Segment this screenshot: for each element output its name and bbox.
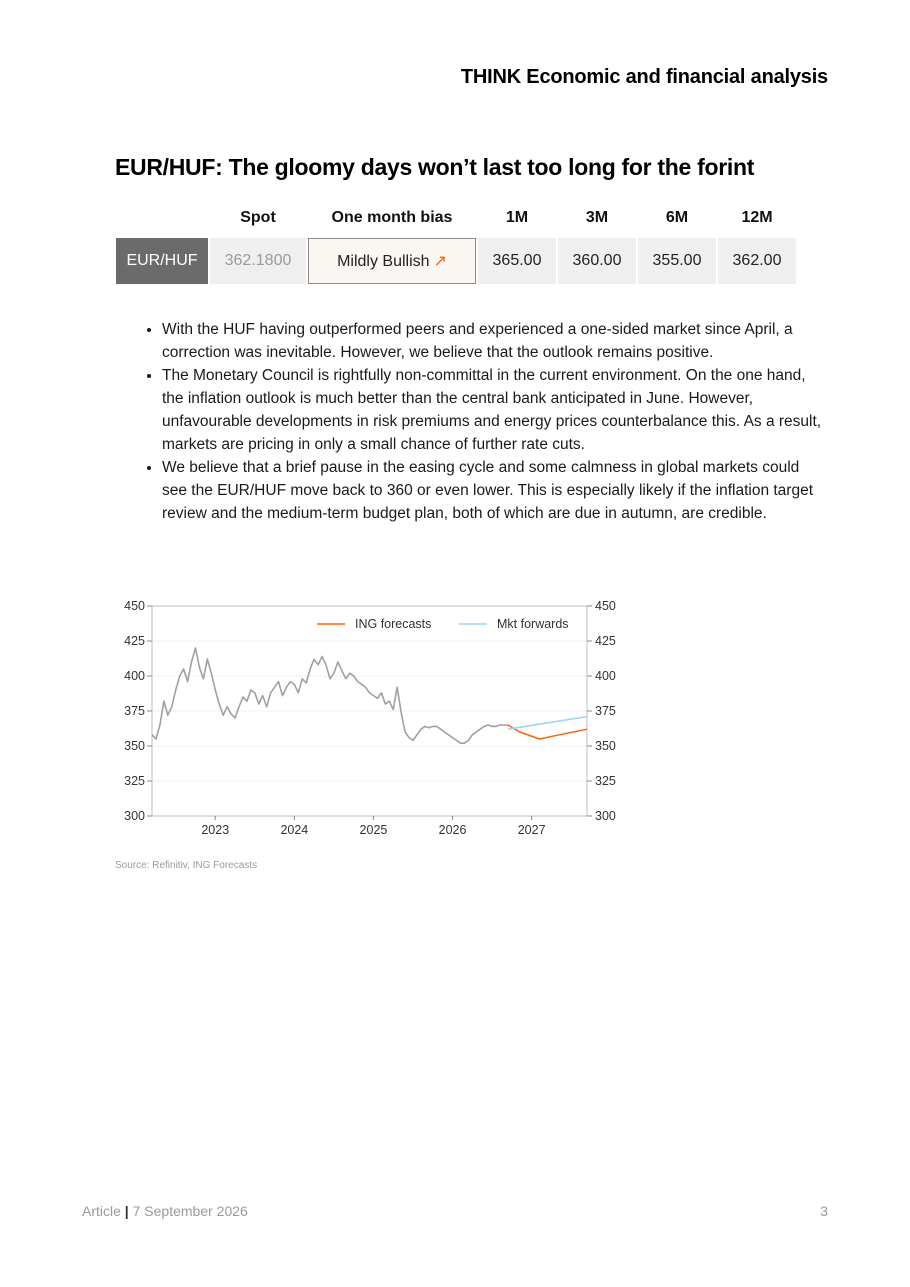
forecast-table-row bbox=[116, 238, 796, 284]
y-tick-label-right: 375 bbox=[595, 704, 616, 718]
forecast-6m-cell: 355.00 bbox=[638, 238, 716, 284]
y-axis-right bbox=[587, 599, 616, 823]
y-tick-label-right: 450 bbox=[595, 599, 616, 613]
footer-left bbox=[82, 1203, 248, 1219]
y-tick-label: 350 bbox=[124, 739, 145, 753]
y-tick-label-right: 325 bbox=[595, 774, 616, 788]
x-tick-label: 2023 bbox=[201, 823, 230, 837]
footer-separator: | bbox=[124, 1203, 129, 1219]
footer-date: 7 September 2026 bbox=[132, 1203, 248, 1219]
header-pair bbox=[116, 198, 208, 238]
y-tick-label: 450 bbox=[124, 599, 145, 613]
chart-svg bbox=[112, 594, 632, 844]
pair-cell: EUR/HUF bbox=[116, 238, 208, 284]
bullet-list bbox=[140, 318, 822, 525]
y-tick-label-right: 350 bbox=[595, 739, 616, 753]
trend-up-arrow-icon: ↗ bbox=[433, 253, 447, 270]
mkt-forwards-line bbox=[508, 717, 587, 730]
legend-mkt-label: Mkt forwards bbox=[497, 617, 569, 631]
y-tick-label-right: 400 bbox=[595, 669, 616, 683]
chart-series bbox=[152, 648, 587, 743]
bullet-item: • We believe that a brief pause in the easing cycle and some calmness in global markets could see the EUR/HUF move back to 360 or even lower. This is especially likely if the inflation target review and the medium-term budget plan, both of which are due in autumn, are credible. bbox=[162, 456, 822, 525]
y-tick-label: 375 bbox=[124, 704, 145, 718]
header-spot: Spot bbox=[240, 209, 276, 226]
page-header-title: THINK Economic and financial analysis bbox=[460, 66, 828, 88]
y-tick-label: 425 bbox=[124, 634, 145, 648]
chart-source: Source: Refinitiv, ING Forecasts bbox=[115, 860, 258, 871]
spot-cell: 362.1800 bbox=[210, 238, 306, 284]
header-3m: 3M bbox=[585, 209, 609, 226]
y-tick-label: 400 bbox=[124, 669, 145, 683]
x-tick-label: 2025 bbox=[359, 823, 388, 837]
header-bias: One month bias bbox=[331, 209, 453, 226]
header-6m: 6M bbox=[665, 209, 689, 226]
y-axis-left bbox=[124, 599, 152, 823]
eurhuf-chart bbox=[112, 594, 632, 844]
legend-ing-label: ING forecasts bbox=[355, 617, 432, 631]
forecast-3m-cell: 360.00 bbox=[558, 238, 636, 284]
header-12m: 12M bbox=[741, 209, 773, 226]
bullet-item: • With the HUF having outperformed peers and experienced a one-sided market since April, a correction was inevitable. However, we believe that the outlook remains positive. bbox=[162, 318, 822, 364]
x-tick-label: 2027 bbox=[517, 823, 546, 837]
chart-gridlines bbox=[152, 606, 587, 816]
bias-label: Mildly Bullish bbox=[337, 253, 430, 270]
x-tick-label: 2024 bbox=[280, 823, 309, 837]
y-tick-label-right: 300 bbox=[595, 809, 616, 823]
header-1m: 1M bbox=[505, 209, 529, 226]
bullet-item: • The Monetary Council is rightfully non-committal in the current environment. On the one hand, the inflation outlook is much better than the central bank anticipated in June. However, unfavourable developments in risk premiums and energy prices counterbalance this. As a result, markets are pricing in only a small chance of further rate cuts. bbox=[162, 364, 822, 456]
footer-page-number: 3 bbox=[820, 1203, 828, 1219]
forecast-1m-cell: 365.00 bbox=[478, 238, 556, 284]
history-line bbox=[152, 648, 508, 743]
y-tick-label: 325 bbox=[124, 774, 145, 788]
forecast-12m-cell: 362.00 bbox=[718, 238, 796, 284]
y-tick-label: 300 bbox=[124, 809, 145, 823]
y-tick-label-right: 425 bbox=[595, 634, 616, 648]
chart-legend bbox=[317, 617, 569, 631]
footer-article: Article bbox=[82, 1203, 121, 1219]
x-axis bbox=[201, 816, 545, 837]
x-tick-label: 2026 bbox=[438, 823, 467, 837]
bias-cell bbox=[308, 238, 476, 284]
forecast-table-header-row bbox=[116, 198, 796, 238]
section-title: EUR/HUF: The gloomy days won’t last too long for the forint bbox=[115, 154, 755, 180]
forecast-table bbox=[114, 198, 798, 284]
